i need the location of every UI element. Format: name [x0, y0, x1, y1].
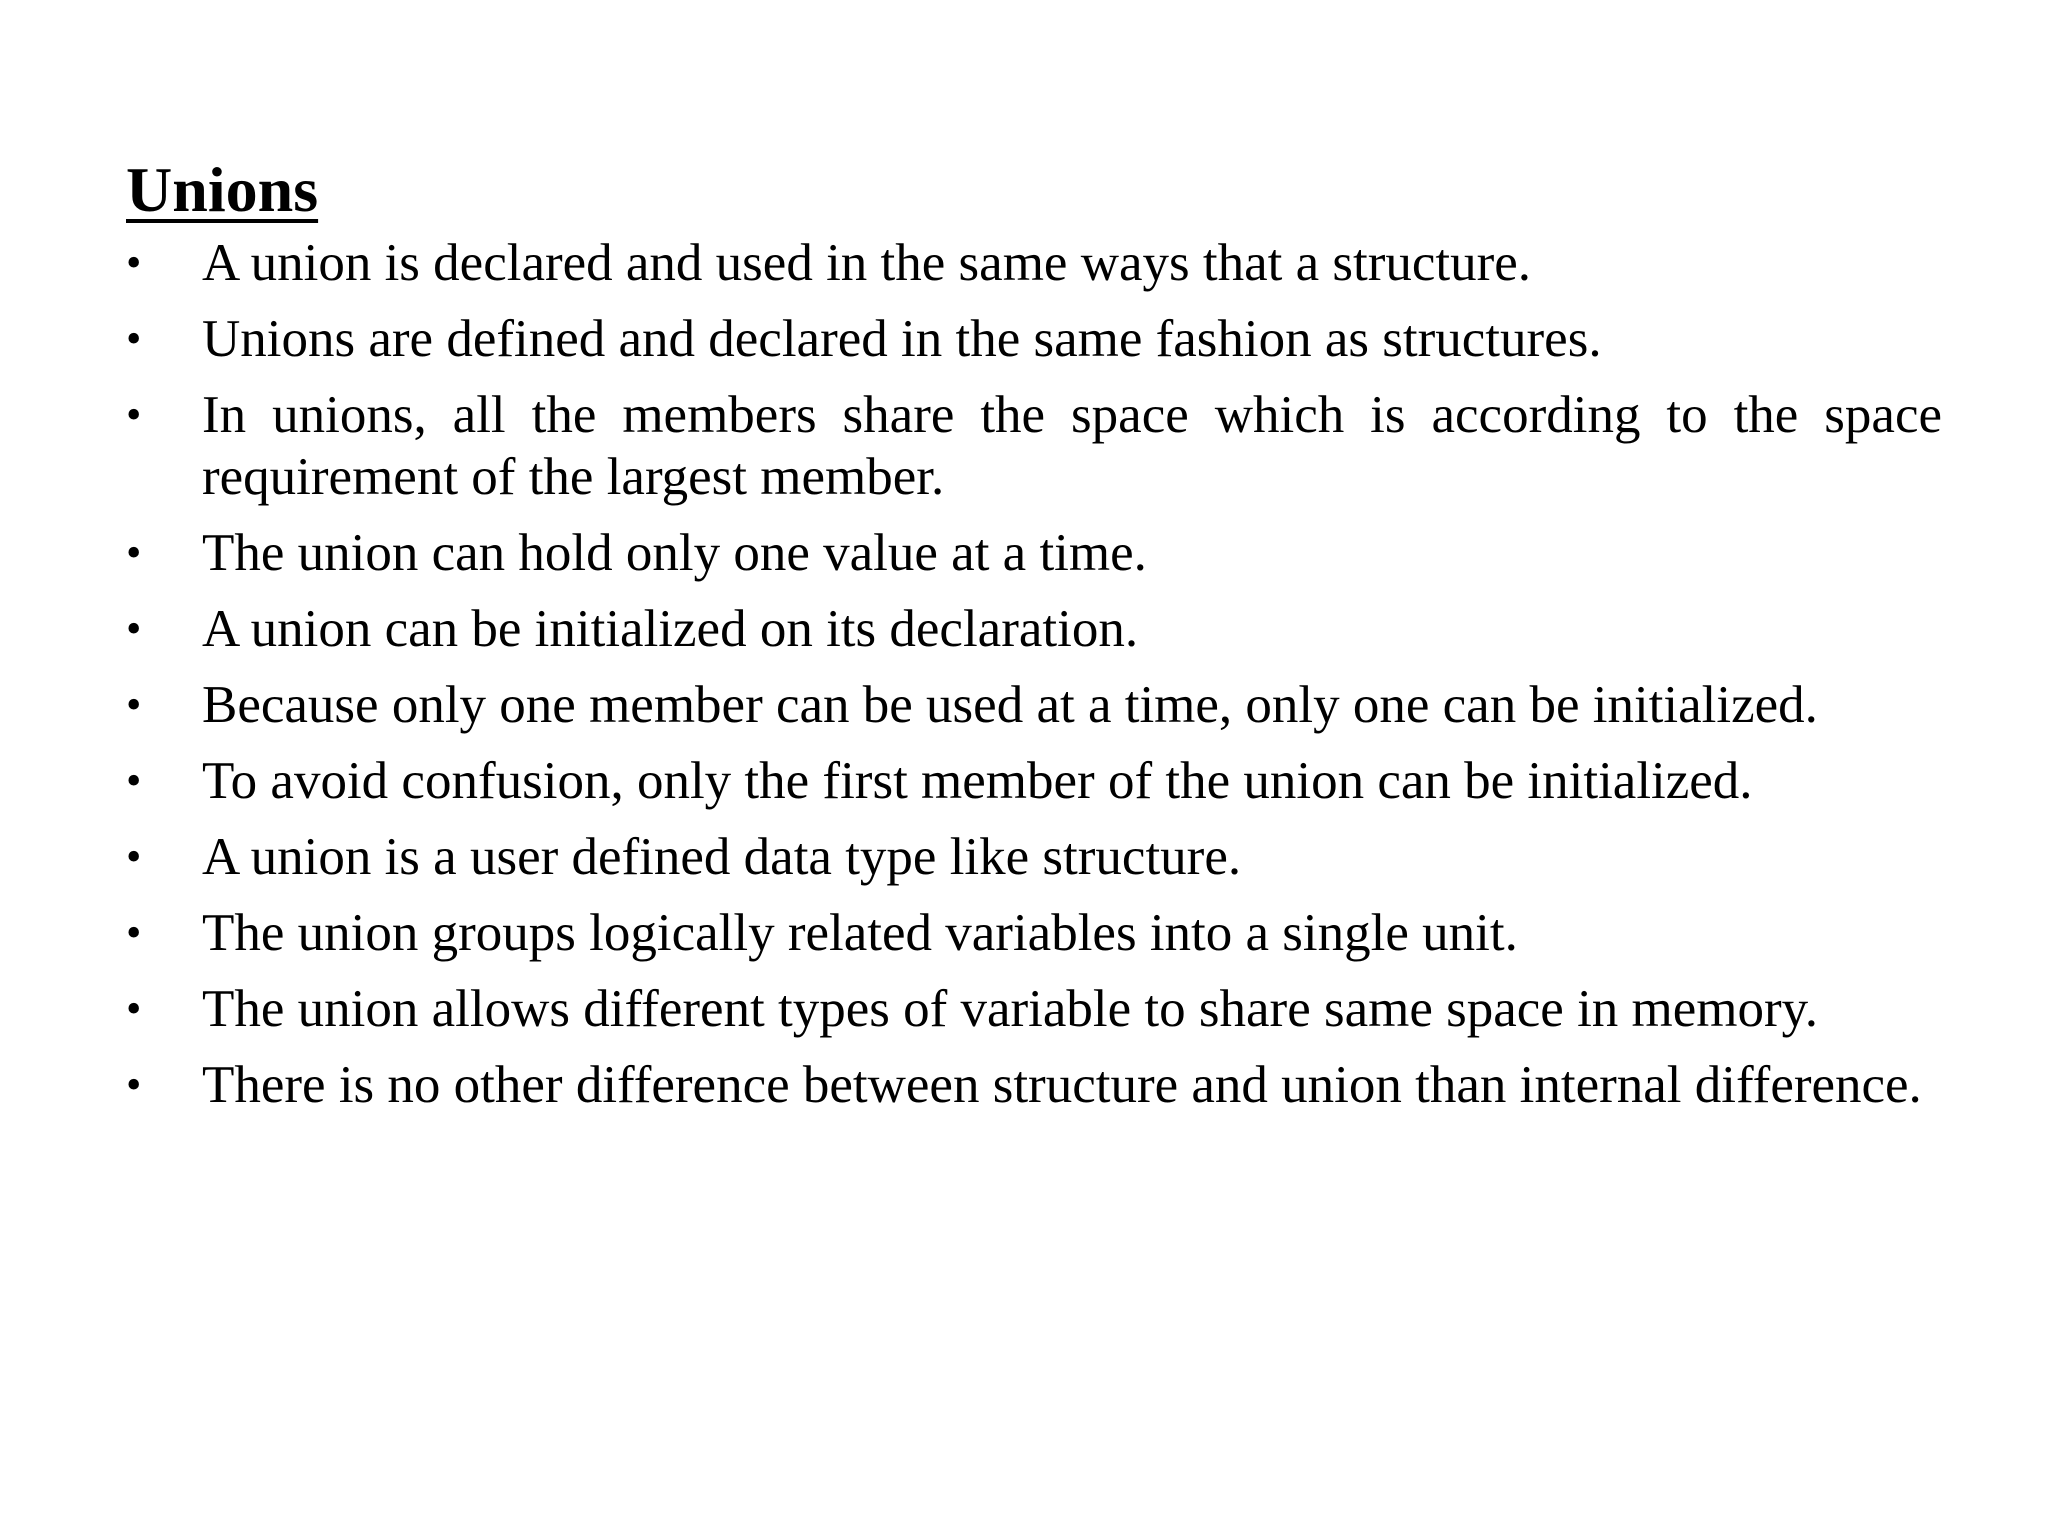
bullet-text: To avoid confusion, only the first member of the union can be initialized. [202, 752, 1753, 810]
bullet-text: In unions, all the members share the space which is according to the space requirement of the largest member. [202, 386, 1942, 506]
bullet-list [126, 232, 1942, 1116]
bullet-icon: • [126, 1060, 142, 1109]
bullet-item [126, 232, 1942, 294]
bullet-item [126, 384, 1942, 508]
bullet-item [126, 598, 1942, 660]
bullet-icon: • [126, 390, 142, 439]
bullet-icon: • [126, 238, 142, 287]
bullet-item [126, 826, 1942, 888]
bullet-text: The union groups logically related variables into a single unit. [202, 904, 1518, 962]
bullet-icon: • [126, 984, 142, 1033]
bullet-item [126, 522, 1942, 584]
bullet-icon: • [126, 832, 142, 881]
bullet-item [126, 674, 1942, 736]
bullet-item [126, 902, 1942, 964]
bullet-text: Unions are defined and declared in the same fashion as structures. [202, 310, 1602, 368]
bullet-item [126, 750, 1942, 812]
bullet-item [126, 1054, 1942, 1116]
bullet-text: The union allows different types of variable to share same space in memory. [202, 980, 1818, 1038]
bullet-icon: • [126, 314, 142, 363]
bullet-text: The union can hold only one value at a time. [202, 524, 1147, 582]
bullet-text: A union can be initialized on its declaration. [202, 600, 1139, 658]
bullet-icon: • [126, 604, 142, 653]
slide-title: Unions [126, 154, 319, 225]
bullet-text: A union is declared and used in the same ways that a structure. [202, 234, 1532, 292]
bullet-text: There is no other difference between structure and union than internal difference. [202, 1056, 1922, 1114]
bullet-icon: • [126, 908, 142, 957]
bullet-item [126, 978, 1942, 1040]
bullet-item [126, 308, 1942, 370]
slide-content [126, 150, 1942, 1130]
bullet-icon: • [126, 756, 142, 805]
bullet-icon: • [126, 528, 142, 577]
bullet-text: A union is a user defined data type like structure. [202, 828, 1242, 886]
bullet-icon: • [126, 680, 142, 729]
bullet-text: Because only one member can be used at a time, only one can be initialized. [202, 676, 1818, 734]
